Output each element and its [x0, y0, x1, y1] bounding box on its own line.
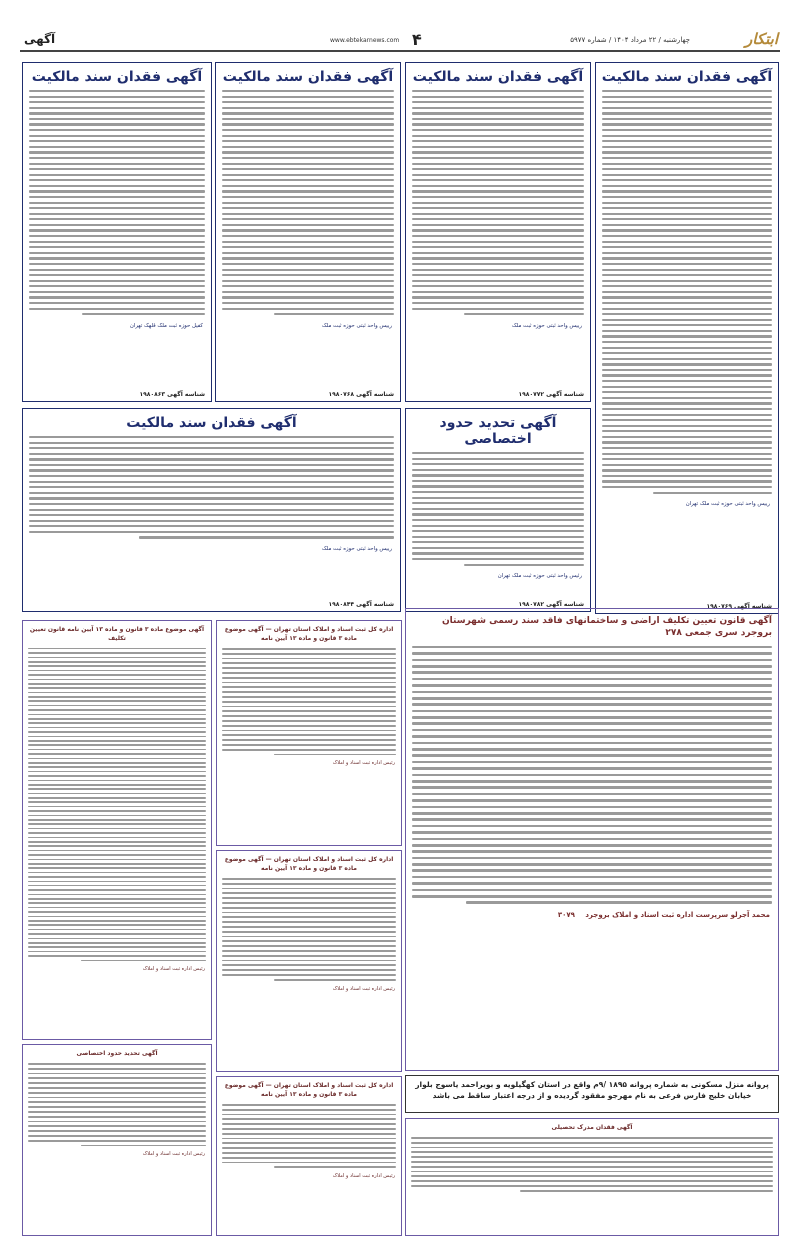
ad-signature: رییس واحد ثبتی حوزه ثبت ملک — [321, 545, 392, 552]
notice-body — [217, 648, 401, 755]
ad-signature: رئیس واحد ثبتی حوزه ثبت ملک تهران — [497, 573, 582, 580]
ad-title: آگهی فقدان سند مالکیت — [412, 69, 584, 85]
registry-notice — [216, 620, 402, 846]
lost-permit-text: پروانه منزل مسکونی به شماره پروانه ۱۸۹۵ /۹م واقع در استان کهگیلویه و بویراحمد یاسوج بلوار خیابان خلیج فارس فرعی به نام مهرجو مفقود گردیده و از درجه اعتبار ساقط می باشد — [415, 1080, 769, 1100]
notice-title: اداره کل ثبت اسناد و املاک استان تهران — آگهی موضوع ماده ۳ قانون و ماده ۱۳ آیین نامه — [224, 1082, 394, 1098]
ad-box — [22, 408, 401, 612]
ad-box — [215, 62, 401, 402]
newspaper-logo: ابتکار — [745, 30, 778, 48]
ad-body — [216, 90, 400, 315]
land-registry-notice — [405, 608, 779, 1071]
notice-title: آگهی فقدان مدرک تحصیلی — [551, 1124, 633, 1131]
notice-body — [217, 1104, 401, 1168]
notice-body — [217, 878, 401, 981]
ad-title: آگهی فقدان سند مالکیت — [222, 69, 394, 85]
ad-title: آگهی فقدان سند مالکیت — [601, 69, 773, 85]
issue-info: چهارشنبه / ۲۲ مرداد ۱۴۰۴ / شماره ۵۹۷۷ — [570, 36, 690, 44]
notice-body — [23, 648, 211, 961]
ad-id: شناسه آگهی ۱۹۸۰۸۴۴ — [328, 601, 394, 608]
notice-signature: رئیس اداره ثبت اسناد و املاک — [142, 965, 205, 972]
registry-notice — [22, 620, 212, 1040]
lost-certificate-notice — [405, 1118, 779, 1236]
ad-id: شناسه آگهی ۱۹۸۰۷۶۹ — [706, 603, 772, 610]
notice-title: آگهی تحدید حدود اختصاصی — [76, 1050, 158, 1057]
ad-body — [406, 90, 590, 315]
ad-title: آگهی فقدان سند مالکیت — [31, 69, 203, 85]
ad-id: شناسه آگهی ۱۹۸۰۸۶۳ — [139, 391, 205, 398]
registry-notice — [216, 850, 402, 1072]
notice-signature — [406, 908, 778, 922]
notice-title: اداره کل ثبت اسناد و املاک استان تهران — آگهی موضوع ماده ۳ قانون و ماده ۱۳ آیین نامه — [224, 626, 394, 642]
ad-body — [406, 452, 590, 566]
ad-signature: رییس واحد ثبتی حوزه ثبت ملک — [511, 322, 582, 329]
ad-body — [23, 436, 400, 539]
page-header — [20, 30, 780, 52]
notice-body — [406, 646, 778, 904]
ad-body — [596, 90, 778, 494]
ad-title: آگهی تحدید حدود اختصاصی — [439, 415, 557, 447]
ad-title: آگهی فقدان سند مالکیت — [126, 415, 297, 431]
ad-box — [595, 62, 779, 614]
lost-permit-notice — [405, 1075, 779, 1113]
ad-box — [22, 62, 212, 402]
notice-body — [406, 1137, 778, 1192]
ad-box — [405, 62, 591, 402]
notice-title: آگهی قانون تعیین تکلیف اراضی و ساختمانهای فاقد سند رسمی شهرستان بروجرد سری جمعی ۲۷۸ — [442, 616, 772, 638]
page-number: ۴ — [412, 30, 422, 49]
notice-code: ۳۰۷۹ — [557, 910, 575, 919]
notice-signature: رئیس اداره ثبت اسناد و املاک — [332, 760, 395, 767]
section-name: آگهی — [24, 32, 56, 46]
ad-signature: رییس واحد ثبتی حوزه ثبت ملک تهران — [685, 501, 770, 508]
ad-signature: رییس واحد ثبتی حوزه ثبت ملک — [321, 322, 392, 329]
notice-signature: رئیس اداره ثبت اسناد و املاک — [332, 1173, 395, 1180]
ad-id: شناسه آگهی ۱۹۸۰۷۸۲ — [518, 601, 584, 608]
ad-signature: کفیل حوزه ثبت ملک قلهک تهران — [129, 322, 203, 329]
notice-signature: رئیس اداره ثبت اسناد و املاک — [332, 985, 395, 992]
ad-id: شناسه آگهی ۱۹۸۰۷۶۸ — [328, 391, 394, 398]
notice-signature: رئیس اداره ثبت اسناد و املاک — [142, 1151, 205, 1158]
ad-body — [23, 90, 211, 315]
site-url[interactable]: www.ebtekarnews.com — [330, 37, 400, 44]
registry-notice — [216, 1076, 402, 1236]
notice-body — [23, 1063, 211, 1146]
notice-signer: محمد آجرلو سرپرست اداره ثبت اسناد و املاک بروجرد — [585, 910, 770, 919]
notice-title: آگهی موضوع ماده ۳ قانون و ماده ۱۳ آیین نامه قانون تعیین تکلیف — [29, 626, 205, 642]
notice-title: اداره کل ثبت اسناد و املاک استان تهران — آگهی موضوع ماده ۳ قانون و ماده ۱۳ آیین نامه — [224, 856, 394, 872]
ad-box — [405, 408, 591, 612]
registry-notice — [22, 1044, 212, 1236]
ad-id: شناسه آگهی ۱۹۸۰۷۷۲ — [518, 391, 584, 398]
